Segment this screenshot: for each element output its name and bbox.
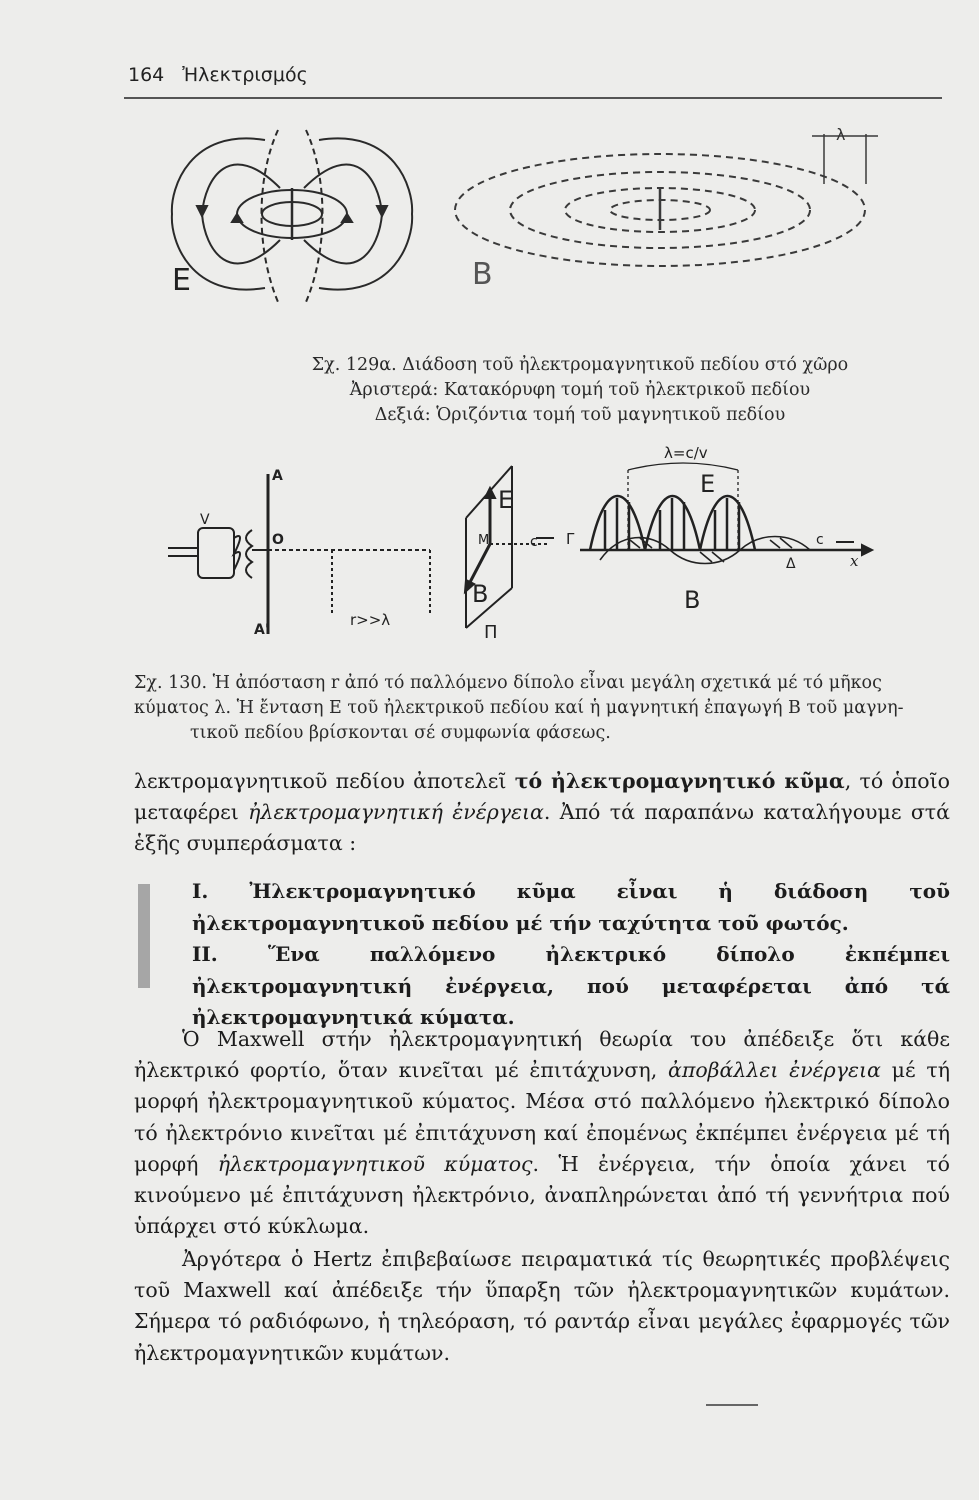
paragraph-text: . Ἡ ἐνέργεια, τήν ὁποία χάνει τό κινούμενο μέ ἐπιτάχυνση ἠλεκτρόνιο, ἀναπληρώνεται ἀπό τή γεννήτρια πού ὑπάρχει στό κύκλωμα. [134,1151,951,1239]
conclusions-list [192,876,950,1034]
figure-130-label-distance: r>>λ [350,611,391,629]
figure-130-label-b-wave: B [684,586,701,614]
figure-130-caption [134,671,950,746]
page-number: 164 [128,64,165,86]
figure-130-label-p: Π [484,622,498,643]
figure-130-caption-line: Σχ. 130. Ἡ ἀπόσταση r ἀπό τό παλλόμενο δίπολο εἶναι μεγάλη σχετικά μέ τό μῆκος [134,673,882,693]
figure-129a-label-lambda: λ [836,125,846,144]
figure-129a [160,118,920,308]
figure-130-label-gamma: Γ [566,530,575,548]
paragraph-italic: ἠλεκτρομαγνητικοῦ κύματος [217,1151,533,1176]
page-header [128,64,308,86]
oscillator-coil [168,528,252,578]
figure-130-label-c-wave: c [816,532,824,548]
electric-wave [590,496,755,550]
paragraph-text: Ἀργότερα ὁ Hertz ἐπιβεβαίωσε πειραματικά τίς θεωρητικές προβλέψεις τοῦ Maxwell καί ἀπέδειξε τήν ὕπαρξη τῶν ἠλεκτρομαγνητικῶν κυμάτων. Σήμερα τό ραδιόφωνο, ἡ τηλεόραση, τό ραντάρ εἶναι μεγάλες ἐφαρμογές τῶν ἠλεκτρομαγνητικῶν κυμάτων. [134,1247,950,1365]
figure-129a-caption-line: Σχ. 129α. Διάδοση τοῦ ἠλεκτρομαγνητικοῦ πεδίου στό χῶρο [311,355,849,375]
figure-130-caption-line: κύματος λ. Ἡ ἔνταση E τοῦ ἠλεκτρικοῦ πεδίου καί ἡ μαγνητική ἐπαγωγή B τοῦ μαγνη- [134,698,904,718]
header-rule [124,97,942,99]
figure-130-label-delta: Δ [786,556,796,572]
margin-bar [138,884,150,988]
paragraph-text: μέ τή μορφή ἠλεκτρομαγνητικοῦ κύματος. Μέσα στό παλλόμενο ἠλεκτρικό δίπολο τό ἠλεκτρόνιο κινεῖται μέ ἐπιτάχυνση καί ἐπομένως ἐκπέμπει ἐνέργεια μέ τή μορφή [134,1058,950,1176]
paragraph-2 [134,1024,950,1242]
figure-130 [160,438,880,646]
figure-130-label-e-wave: E [700,470,716,498]
figure-129a-caption-line: Ἀριστερά: Κατακόρυφη τομή τοῦ ἠλεκτρικοῦ πεδίου [349,380,811,400]
electric-field-lines [172,130,412,302]
paragraph-3 [134,1244,950,1369]
paragraph-text: . Ἀπό τά παραπάνω καταλήγουμε στά ἑξῆς συμπεράσματα : [134,800,950,856]
figure-129a-label-e: E [172,263,191,298]
figure-129a-caption [150,353,979,428]
figure-130-label-e: E [498,486,514,514]
conclusion-item: II. Ἕνα παλλόμενο ἠλεκτρικό δίπολο ἐκπέμπει ἠλεκτρομαγνητική ἐνέργεια, πού μεταφέρεται ἀπό τά ἠλεκτρομαγνητικά κύματα. [192,942,950,1029]
section-title: Ἠλεκτρισμός [182,64,308,86]
paragraph-text: Ὁ Maxwell στήν ἠλεκτρομαγνητική θεωρία του ἀπέδειξε ὅτι κάθε ἠλεκτρικό φορτίο, ὅταν κινεῖται μέ ἐπιτάχυνση, [134,1027,950,1083]
magnetic-field-lines [455,134,878,266]
paragraph-italic: ἠλεκτρομαγνητική ἐνέργεια [248,800,544,825]
bottom-rule [706,1404,758,1406]
figure-129a-label-b: B [472,257,493,292]
figure-130-label-o: O [272,532,284,548]
paragraph-1 [134,766,950,860]
figure-130-label-b: B [472,580,489,608]
figure-130-caption-line: τικοῦ πεδίου βρίσκονται σέ συμφωνία φάσεως. [190,723,611,743]
paragraph-text: , τό ὁποῖο μεταφέρει [134,769,950,825]
figure-130-label-a-prime: A' [254,622,270,638]
figure-130-label-a: A [272,468,283,484]
figure-130-label-m: M [478,533,490,548]
paragraph-text: λεκτρομαγνητικοῦ πεδίου ἀποτελεῖ [134,769,515,793]
figure-130-label-x: x [850,552,859,570]
figure-130-label-c: c [530,534,538,550]
figure-130-label-v: V [200,512,210,528]
figure-129a-caption-line: Δεξιά: Ὁριζόντια τομή τοῦ μαγνητικοῦ πεδίου [374,405,786,425]
figure-130-label-wavelength: λ=c/v [664,444,708,462]
paragraph-bold: τό ἠλεκτρομαγνητικό κῦμα [514,769,845,793]
conclusion-item: I. Ἠλεκτρομαγνητικό κῦμα εἶναι ἡ διάδοση τοῦ ἠλεκτρομαγνητικοῦ πεδίου μέ τήν ταχύτητα τοῦ φωτός. [192,879,950,935]
paragraph-italic: ἀποβάλλει ἐνέργεια [668,1058,881,1083]
